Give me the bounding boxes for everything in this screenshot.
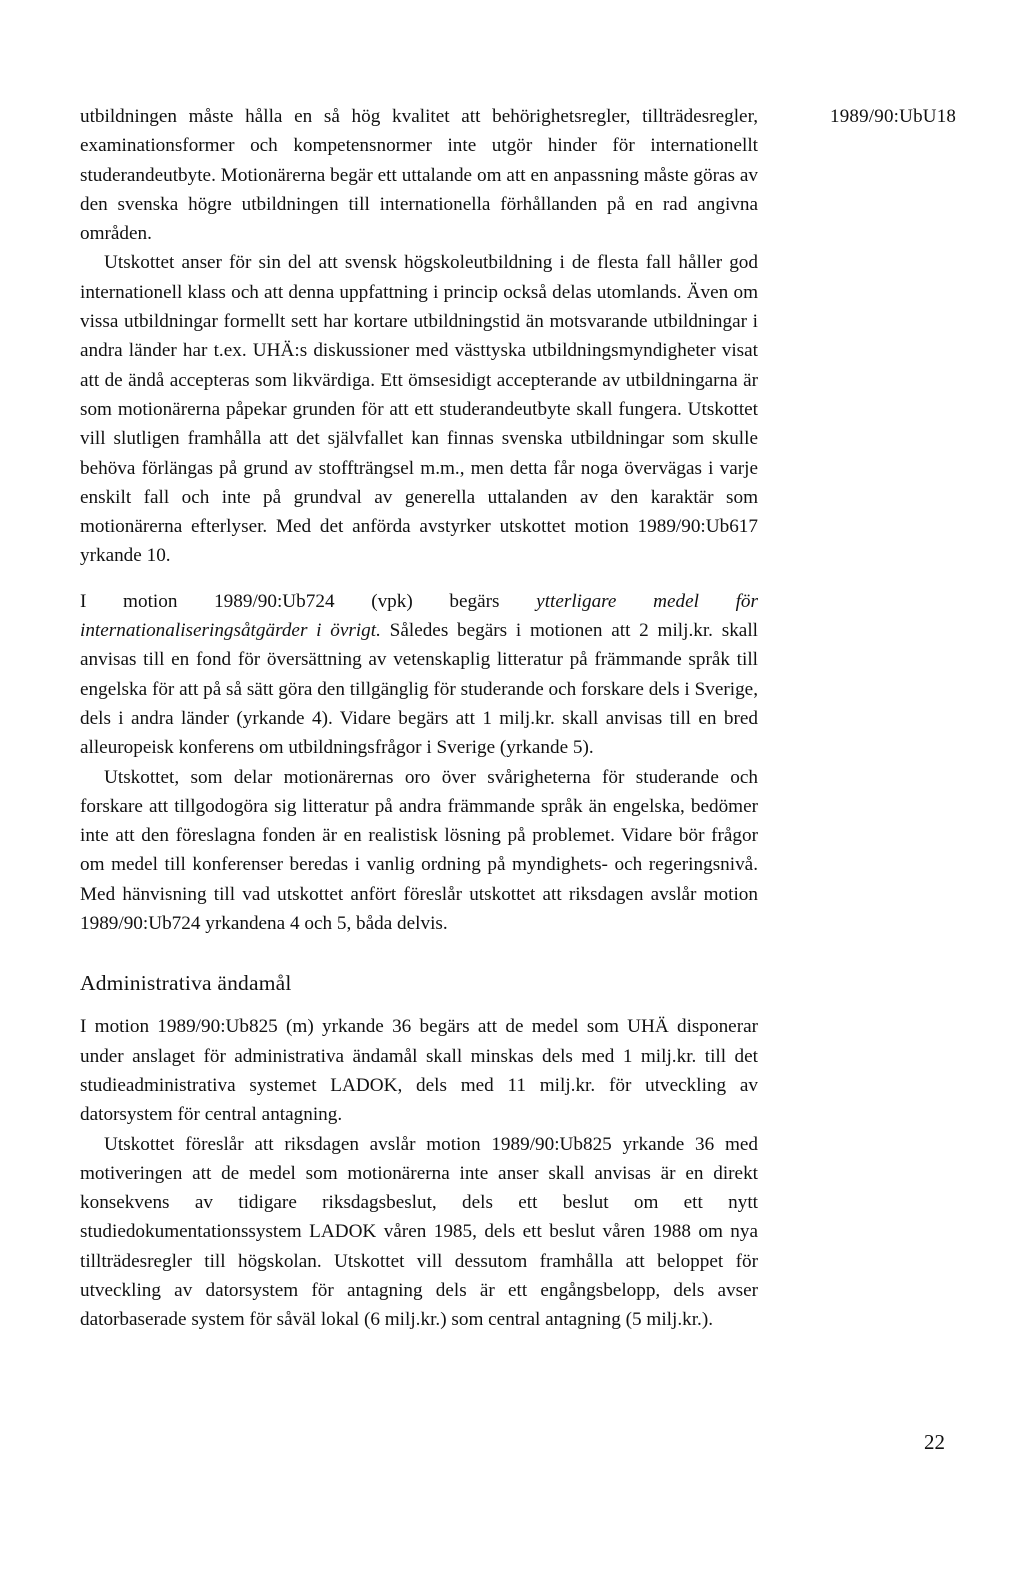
paragraph-4: Utskottet, som delar motionärernas oro över svårigheterna för studerande och forskare att tillgodogöra sig litteratur på andra främmande språk än engelska, bedömer inte att den föreslagna fonden är en realistisk lösning på problemet. Vidare bör frågor om medel till konferenser beredas i vanlig ordning på myndighets- och regeringsnivå. Med hänvisning till vad utskottet anfört föreslår utskottet att riksdagen avslår motion 1989/90:Ub724 yrkandena 4 och 5, båda delvis.: [80, 766, 758, 935]
main-text: [80, 102, 758, 1335]
paragraph-3: [80, 587, 758, 763]
paragraph-2: Utskottet anser för sin del att svensk högskoleutbildning i de flesta fall håller god internationell klass och att denna uppfattning i princip också delas utomlands. Även om vissa utbildningar formellt sett har kortare utbildningstid än motsvarande utbildningar i andra länder har t.ex. UHÄ:s diskussioner med västtyska utbildningsmyndigheter visat att de ändå accepteras som likvärdiga. Ett ömsesidigt accepterande av utbildningarna är som motionärerna påpekar grunden för att ett studerandeutbyte skall fungera. Utskottet vill slutligen framhålla att det självfallet kan finnas svenska utbildningar som skulle behöva förlängas på grund av stoffträngsel m.m., men detta får noga övervägas i varje enskilt fall och inte på grundval av generella uttalanden av den karaktär som motionärerna efterlyser. Med det anförda avstyrker utskottet motion 1989/90:Ub617 yrkande 10.: [80, 252, 758, 567]
paragraph-3-text-end: Således begärs i motionen att 2 milj.kr. skall anvisas till en fond för översättning av vetenskaplig litteratur på främmande språk till engelska för att på så sätt göra den tillgänglig för studerande och forskare dels i Sverige, dels i andra länder (yrkande 4). Vidare begärs att 1 milj.kr. skall anvisas till en bred alleuropeisk konferens om utbildningsfrågor i Sverige (yrkande 5).: [80, 620, 758, 759]
document-reference: 1989/90:UbU18: [830, 106, 957, 127]
section-heading: Administrativa ändamål: [80, 971, 292, 996]
paragraph-3-italic-title: ytterligare medel för internationaliseringsåtgärder i övrigt.: [80, 590, 758, 642]
paragraph-5: I motion 1989/90:Ub825 (m) yrkande 36 begärs att de medel som UHÄ disponerar under anslaget för administrativa ändamål skall minskas dels med 1 milj.kr. till det studieadministrativa systemet LADOK, dels med 11 milj.kr. för utveckling av datorsystem för central antagning.: [80, 1016, 758, 1126]
paragraph-6: Utskottet föreslår att riksdagen avslår motion 1989/90:Ub825 yrkande 36 med motiveringen att de medel som motionärerna inte anser skall anvisas är en direkt konsekvens av tidigare riksdagsbeslut, dels ett beslut om ett nytt studiedokumentationssystem LADOK våren 1985, dels ett beslut våren 1988 om nya tillträdesregler till högskolan. Utskottet vill dessutom framhålla att beloppet för utveckling av datorsystem för antagning dels är ett engångsbelopp, dels avser datorbaserade system för såväl lokal (6 milj.kr.) som central antagning (5 milj.kr.).: [80, 1133, 758, 1331]
paragraph-3-text-start: I motion 1989/90:Ub724 (vpk) begärs: [80, 590, 537, 612]
page-number: 22: [924, 1430, 945, 1454]
paragraph-1: utbildningen måste hålla en så hög kvalitet att behörighetsregler, tillträdesregler, examinationsformer och kompetensnormer inte utgör hinder för internationellt studerandeutbyte. Motionärerna begär ett uttalande om att en anpassning måste göras av den svenska högre utbildningen till internationella förhållanden på en rad angivna områden.: [80, 106, 758, 245]
